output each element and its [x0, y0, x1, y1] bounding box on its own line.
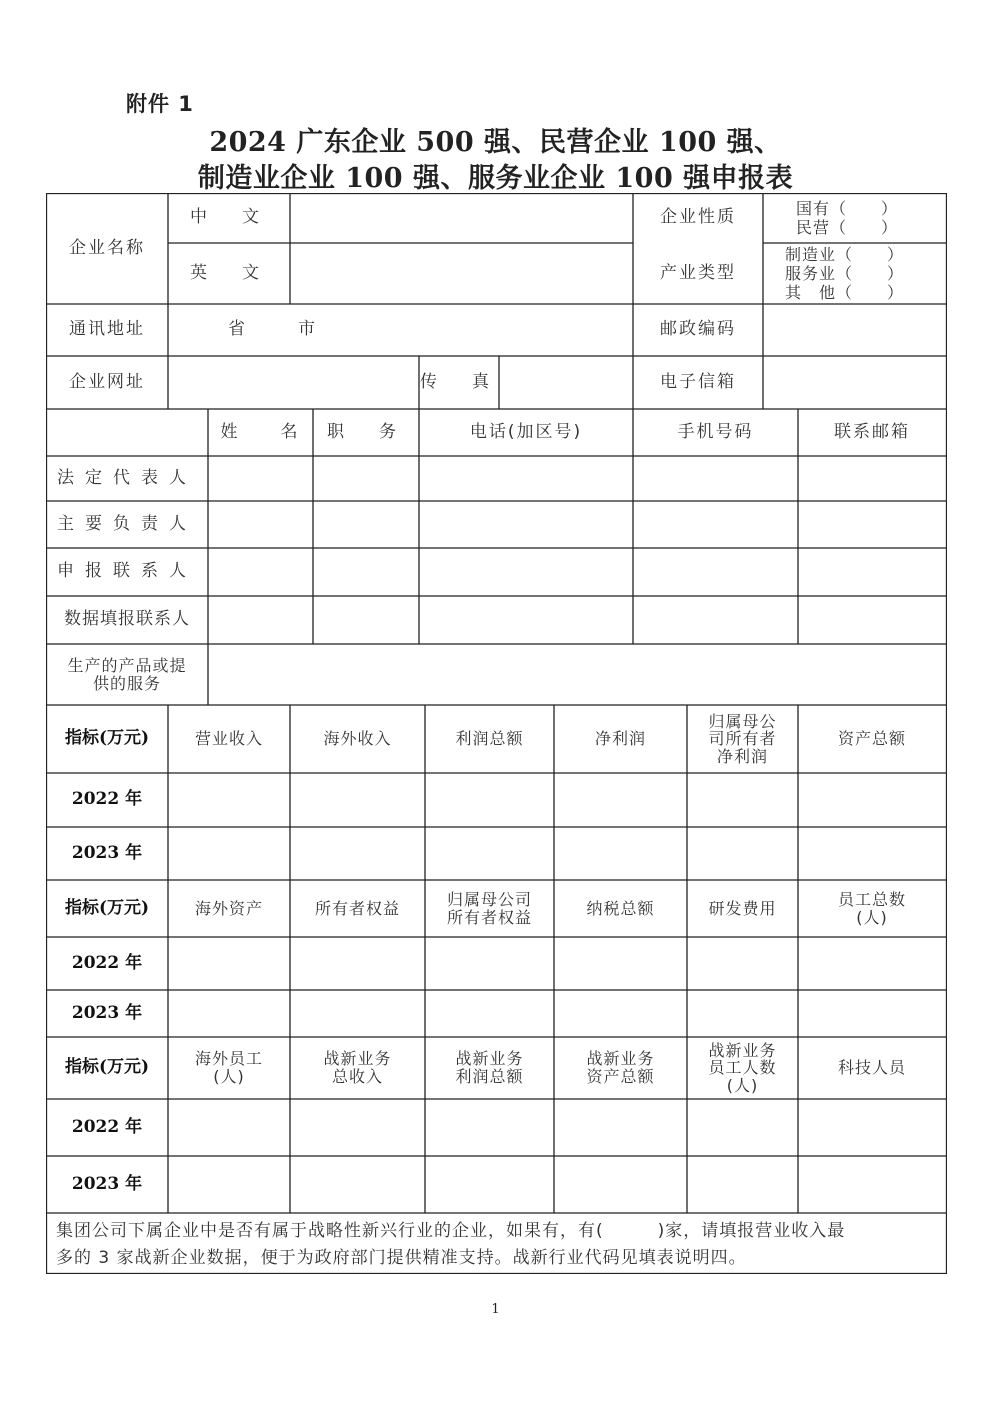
products-services-label — [46, 644, 208, 705]
indicator-header-text: (人) — [213, 1067, 245, 1086]
indicator-header-text: 海外资产 — [194, 898, 263, 918]
indicator-value-field[interactable] — [425, 990, 554, 1037]
indicator-value-field[interactable] — [687, 773, 798, 827]
indicator-header-text: 净利润 — [716, 746, 768, 766]
indicator-value-field[interactable] — [290, 1156, 425, 1213]
indicator-header-2-3 — [425, 880, 554, 937]
nature-option-private[interactable]: 民营（ ） — [796, 218, 899, 237]
indicator-value-field[interactable] — [290, 1099, 425, 1156]
year-label-2-2: 2023 年 — [71, 1002, 143, 1023]
fax-label: 传 真 — [420, 371, 498, 392]
contact-row-applicant: 申报联系人 — [57, 561, 197, 582]
attachment-label: 附件 1 — [126, 92, 194, 116]
products-label-line1: 生产的产品或提 — [67, 655, 187, 675]
contact-header-phone: 电话(加区号) — [469, 421, 583, 442]
indicator-value-field[interactable] — [554, 1156, 687, 1213]
contact-header-email: 联系邮箱 — [834, 421, 910, 442]
indicator-value-field[interactable] — [554, 937, 687, 990]
email-label: 电子信箱 — [660, 371, 736, 392]
indicator-header-text: 所有者权益 — [446, 907, 532, 927]
indicator-value-field[interactable] — [798, 990, 946, 1037]
indicator-header-text: 员工总数 — [837, 889, 906, 909]
industry-type-label: 产业类型 — [660, 262, 736, 283]
indicator-header-text: 利润总额 — [455, 1067, 524, 1086]
indicator-value-field[interactable] — [554, 1099, 687, 1156]
indicator-header-text: 利润总额 — [455, 729, 524, 749]
indicator-value-field[interactable] — [168, 1156, 290, 1213]
company-nature-label: 企业性质 — [660, 207, 736, 228]
indicator-value-field[interactable] — [798, 937, 946, 990]
indicator-header-text: 战新业务 — [455, 1049, 524, 1069]
indicator-header-text: (人) — [726, 1075, 759, 1095]
indicator-header-text: 资产总额 — [837, 729, 906, 749]
indicator-unit-label-3: 指标(万元) — [64, 1057, 150, 1078]
indicator-header-1-2 — [290, 705, 425, 773]
indicator-header-text: 战新业务 — [708, 1040, 777, 1060]
indicator-value-field[interactable] — [290, 773, 425, 827]
products-label-line2: 供的服务 — [92, 673, 161, 693]
year-label-1-1: 2022 年 — [71, 789, 143, 810]
english-name-label: 英 文 — [190, 262, 268, 283]
indicator-header-1-3 — [425, 705, 554, 773]
address-label: 通讯地址 — [69, 319, 145, 340]
indicator-header-text: 纳税总额 — [586, 898, 655, 918]
contact-header-mobile: 手机号码 — [677, 421, 754, 442]
indicator-value-field[interactable] — [425, 1099, 554, 1156]
indicator-header-text: 归属母公 — [708, 711, 777, 731]
indicator-header-text: 净利润 — [594, 729, 646, 749]
email-field[interactable] — [763, 356, 946, 409]
year-label-2-1: 2022 年 — [71, 952, 143, 973]
city-label: 市 — [298, 319, 317, 340]
indicator-value-field[interactable] — [168, 827, 290, 880]
form-title-line1: 2024 广东企业 500 强、民营企业 100 强、 — [209, 127, 782, 158]
indicator-header-text: 员工人数 — [708, 1058, 777, 1078]
indicator-header-text: 海外员工 — [194, 1049, 263, 1069]
indicator-value-field[interactable] — [290, 937, 425, 990]
indicator-header-2-2 — [290, 880, 425, 937]
indicator-header-3-3 — [425, 1037, 554, 1099]
chinese-name-label: 中 文 — [190, 207, 268, 228]
form-title-line2: 制造业企业 100 强、服务业企业 100 强申报表 — [197, 163, 794, 194]
province-label: 省 — [228, 319, 247, 340]
indicator-header-text: 营业收入 — [194, 729, 263, 749]
indicator-header-2-4 — [554, 880, 687, 937]
industry-option-manufacturing[interactable]: 制造业（ ） — [785, 245, 905, 264]
indicator-header-3-1 — [168, 1037, 290, 1099]
indicator-header-3-4 — [554, 1037, 687, 1099]
chinese-name-field[interactable] — [290, 193, 633, 243]
indicator-header-text: (人) — [856, 907, 888, 927]
products-services-field[interactable] — [208, 644, 946, 705]
page-number: 1 — [491, 1302, 500, 1317]
contact-row-principal: 主要负责人 — [57, 513, 197, 534]
indicator-value-field[interactable] — [554, 773, 687, 827]
indicator-value-field[interactable] — [798, 1099, 946, 1156]
indicator-unit-label-1: 指标(万元) — [64, 728, 150, 749]
contact-header-name: 姓 名 — [220, 421, 301, 442]
fax-field[interactable] — [499, 356, 633, 409]
indicator-value-field[interactable] — [425, 773, 554, 827]
industry-option-other[interactable]: 其 他（ ） — [785, 283, 905, 302]
indicator-value-field[interactable] — [554, 827, 687, 880]
industry-type-options[interactable] — [763, 243, 946, 304]
nature-option-state[interactable]: 国有（ ） — [796, 199, 899, 218]
indicator-header-text: 总收入 — [331, 1067, 383, 1086]
year-label-3-1: 2022 年 — [71, 1116, 143, 1137]
indicator-value-field[interactable] — [687, 1156, 798, 1213]
indicator-header-text: 所有者权益 — [314, 898, 400, 918]
indicator-header-text: 研发费用 — [708, 898, 777, 918]
indicator-header-text: 战新业务 — [586, 1049, 655, 1069]
year-label-1-2: 2023 年 — [71, 842, 143, 863]
indicator-header-1-6 — [798, 705, 946, 773]
indicator-header-1-5 — [687, 705, 798, 773]
indicator-header-2-5 — [687, 880, 798, 937]
indicator-value-field[interactable] — [425, 1156, 554, 1213]
indicator-value-field[interactable] — [687, 1099, 798, 1156]
indicator-value-field[interactable] — [687, 990, 798, 1037]
industry-option-service[interactable]: 服务业（ ） — [785, 264, 905, 283]
english-name-field[interactable] — [290, 243, 633, 304]
indicator-header-3-5 — [687, 1037, 798, 1099]
indicator-value-field[interactable] — [687, 827, 798, 880]
indicator-header-3-6 — [798, 1037, 946, 1099]
indicator-value-field[interactable] — [798, 1156, 946, 1213]
indicator-value-field[interactable] — [798, 827, 946, 880]
contact-header-title: 职 务 — [327, 421, 405, 442]
indicator-value-field[interactable] — [168, 937, 290, 990]
indicator-header-text: 司所有者 — [708, 729, 777, 749]
indicator-header-1-4 — [554, 705, 687, 773]
indicator-value-field[interactable] — [554, 990, 687, 1037]
address-field[interactable] — [168, 304, 633, 356]
strategic-industry-note — [56, 1218, 942, 1272]
indicator-value-field[interactable] — [425, 827, 554, 880]
indicator-value-field[interactable] — [687, 937, 798, 990]
indicator-value-field[interactable] — [290, 827, 425, 880]
indicator-header-text: 归属母公司 — [446, 889, 532, 909]
indicator-value-field[interactable] — [290, 990, 425, 1037]
year-label-3-2: 2023 年 — [71, 1173, 143, 1194]
contact-row-data-contact: 数据填报联系人 — [64, 609, 190, 630]
indicator-header-1-1 — [168, 705, 290, 773]
indicator-header-3-2 — [290, 1037, 425, 1099]
note-line2: 多的 3 家战新企业数据，便于为政府部门提供精准支持。战新行业代码见填表说明四。 — [56, 1248, 747, 1268]
indicator-header-2-6 — [798, 880, 946, 937]
indicator-value-field[interactable] — [168, 990, 290, 1037]
note-line1: 集团公司下属企业中是否有属于战略性新兴行业的企业，如果有，有( )家，请填报营业收入最 — [56, 1221, 846, 1241]
company-nature-options[interactable] — [763, 193, 946, 243]
postal-code-field[interactable] — [763, 304, 946, 356]
indicator-header-text: 科技人员 — [837, 1058, 906, 1078]
website-field[interactable] — [168, 356, 419, 409]
indicator-header-text: 战新业务 — [323, 1049, 392, 1069]
postal-code-label: 邮政编码 — [660, 319, 736, 340]
indicator-header-2-1 — [168, 880, 290, 937]
contact-row-legal-rep: 法定代表人 — [57, 467, 197, 488]
indicator-value-field[interactable] — [425, 937, 554, 990]
indicator-value-field[interactable] — [168, 773, 290, 827]
indicator-unit-label-2: 指标(万元) — [64, 897, 150, 918]
company-name-label: 企业名称 — [69, 237, 145, 258]
website-label: 企业网址 — [69, 371, 145, 392]
indicator-value-field[interactable] — [798, 773, 946, 827]
application-form-table — [46, 193, 947, 1274]
indicator-header-text: 资产总额 — [586, 1067, 655, 1086]
indicator-value-field[interactable] — [168, 1099, 290, 1156]
indicator-header-text: 海外收入 — [323, 729, 392, 749]
